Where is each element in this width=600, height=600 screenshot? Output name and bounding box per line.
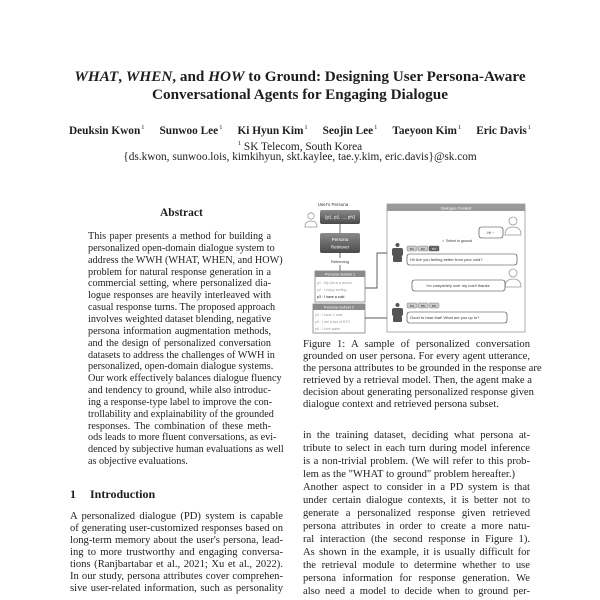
text-line: commercial setting, where personalized dia- (88, 278, 271, 290)
figure-1 (303, 200, 528, 335)
persona-tags-1 (407, 246, 439, 251)
text-line: ing a response-type label to improve the con- (88, 396, 273, 408)
text-line: grounded on user persona. For every agent utterance, (303, 351, 530, 362)
persona-subset-2 (313, 304, 365, 333)
text-line: trollability and explainability of the grounded (88, 408, 274, 420)
message-text: Hi ~ (487, 230, 495, 236)
author-name: Eric Davis (476, 125, 527, 137)
subset-title: Persona Subset 1 (324, 272, 356, 277)
author-name: Ki Hyun Kim (237, 125, 304, 137)
author-affiliation-mark: 1 (527, 124, 531, 131)
text-line: long-term memory about the user's persona, lead- (70, 535, 283, 546)
text-line: denced by subjective human evaluations as well (88, 444, 284, 456)
text-line: personalized open-domain dialogue system to (88, 242, 275, 254)
text-line: and the design of personalized conversation (88, 337, 271, 349)
author-affiliation-mark: 1 (304, 124, 308, 131)
text-line: responses. The combination of these meth- (88, 420, 271, 432)
message-text: Good to hear that! What are you up to? (410, 315, 480, 321)
text-line: of generating user-customized responses based on (70, 523, 283, 534)
text-line: involves weighted dataset blending, negative (88, 313, 272, 325)
user-icon (305, 213, 317, 227)
text-line: datasets to address the challenges of WWH in (88, 349, 275, 361)
text-line: Figure 1: A sample of personalized conversation (303, 339, 530, 350)
paper-title-line-1 (0, 68, 600, 86)
retriever-label-1: Persona (331, 237, 349, 242)
text-line: ods leads to more fluent conversations, as evi- (88, 432, 277, 444)
users-persona-label: User's Persona (317, 202, 349, 207)
text-line: and tendency to ground, while also introduc- (88, 385, 271, 397)
paper-title-line-2: Conversational Agents for Engaging Dialogue (152, 86, 448, 103)
author (69, 121, 145, 138)
text-line: the retrieval module to determine whether to use (303, 560, 530, 571)
text-line: casual response turns. The proposed approach (88, 302, 276, 314)
persona-tag: P4 (410, 303, 414, 308)
persona-item: p4 : I have 2 cats (315, 313, 343, 317)
author-affiliation-mark: 1 (141, 124, 145, 131)
text-line: also need a model to decide when to ground per- (303, 586, 530, 597)
persona-item: p3 : I have a cold (317, 295, 345, 299)
persona-tags-2 (407, 303, 439, 308)
text-line: A personalized dialogue (PD) system is capable (70, 511, 283, 522)
text-line: ing to more trustworthy and engaging conversa- (70, 547, 283, 558)
abstract-heading: Abstract (160, 207, 203, 219)
text-line: In our study, persona attributes cover comprehen- (70, 571, 283, 582)
text-line: personalized, open-domain dialogue systems. (88, 361, 274, 373)
text-line: persona attributes in order to create a more natu- (303, 521, 530, 532)
title-emphasis: WHAT (74, 68, 119, 85)
author (476, 121, 531, 138)
select-to-ground-label: ✓ Select to ground (442, 239, 473, 243)
author (392, 121, 461, 138)
persona-tag: P2 (421, 246, 425, 251)
author-name: Sunwoo Lee (159, 125, 219, 137)
text-line: logue responses are heavily interleaved with (88, 290, 271, 302)
author-affiliation-mark: 1 (457, 124, 462, 131)
persona-retriever-box (320, 233, 360, 253)
author-affiliation-mark: 1 (219, 124, 223, 131)
message-text: I'm completely over my cold! thanks (426, 283, 490, 289)
text-line: ral interaction (the second response in Figure 1). (303, 534, 530, 545)
text-line: as objective evaluations. (88, 456, 188, 468)
text-line: persona information augmentation methods, (88, 325, 271, 337)
persona-tag: P1 (410, 246, 414, 251)
text-line: This paper presents a method for building a (88, 231, 271, 242)
affiliation-mark: 1 (237, 140, 242, 147)
text-line: dialogue context and retrieved persona subset. (303, 399, 499, 410)
text-line: Another aspect to consider in a PD system is that (303, 482, 530, 493)
persona-item: p6 : I love water (315, 327, 341, 331)
persona-item: p2 : I enjoy surfing (317, 288, 347, 292)
text-line: problem for natural response generation in a (88, 266, 271, 278)
retrieving-label: Retrieving (330, 259, 350, 264)
author-emails: {ds.kwon, sunwoo.lois, kimkihyun, skt.kaylee, tae.y.kim, eric.davis}@sk.com (123, 151, 477, 163)
author (237, 121, 307, 138)
title-text: , (118, 68, 126, 85)
author-name: Seojin Lee (322, 125, 374, 137)
text-line: retrieved by a retrieval model. Then, the agent make a (303, 375, 532, 386)
text-line: the persona attributes to be grounded in the response are (303, 363, 542, 374)
text-line: is a non-trivial problem. (We will refer to this prob- (303, 456, 530, 467)
persona-tag: P6 (432, 303, 436, 308)
author-name: Deuksin Kwon (68, 125, 141, 137)
title-text: , and (172, 68, 209, 85)
subset-title: Persona Subset 2 (323, 305, 355, 310)
author-list (0, 121, 600, 138)
author-affiliation-mark: 1 (374, 124, 378, 131)
section-number: 1 (70, 487, 76, 501)
persona-item: p1 : My job is a doctor (317, 281, 353, 285)
title-emphasis: WHEN (125, 68, 173, 85)
title-text: to Ground: Designing User Persona-Aware (244, 68, 526, 85)
message-text: Hi! Are you feeling better from your cold? (410, 257, 483, 263)
text-line: persona information for response generation. We (303, 573, 530, 584)
persona-subset-1 (315, 271, 365, 302)
text-line: generate a personalized response given retrieved (303, 508, 530, 519)
connector-line (365, 253, 389, 288)
author (323, 121, 378, 138)
author (160, 121, 223, 138)
text-line: in the training dataset, deciding what persona at- (303, 430, 530, 441)
text-line: As shown in the example, it is usually difficult for (303, 547, 530, 558)
text-line: decision about generating personalized response given (303, 387, 534, 398)
text-line: under certain dialogue contexts, it is better not to (303, 495, 530, 506)
text-line: Our work effectively balances dialogue fluency (88, 373, 282, 385)
section-heading-introduction (70, 487, 155, 501)
persona-tag: P5 (421, 303, 425, 308)
persona-set-text: {p1, p2, ..., pN} (324, 214, 356, 220)
author-name: Taeyoon Kim (392, 125, 457, 137)
section-title: Introduction (90, 487, 156, 501)
dialogue-context-title: Dialogue Context (440, 205, 472, 211)
text-line: lem as the "WHAT to ground" problem hereafter.) (303, 469, 516, 480)
text-line: sive user-related information, such as personality (70, 583, 283, 594)
title-emphasis: HOW (208, 68, 245, 85)
text-line: tribute to select in each turn during model inference (303, 443, 530, 454)
retriever-label-2: Retriever (330, 244, 350, 250)
persona-item: p5 : I am a fan of BTS (315, 320, 350, 324)
persona-tag-selected: P3 (432, 246, 436, 251)
affiliation-text: SK Telecom, South Korea (241, 141, 363, 153)
text-line: address the WWH (WHAT, WHEN, and HOW) (88, 254, 283, 266)
text-line: tions (Ranjbartabar et al., 2021; Xu et al., 2022). (70, 559, 283, 570)
